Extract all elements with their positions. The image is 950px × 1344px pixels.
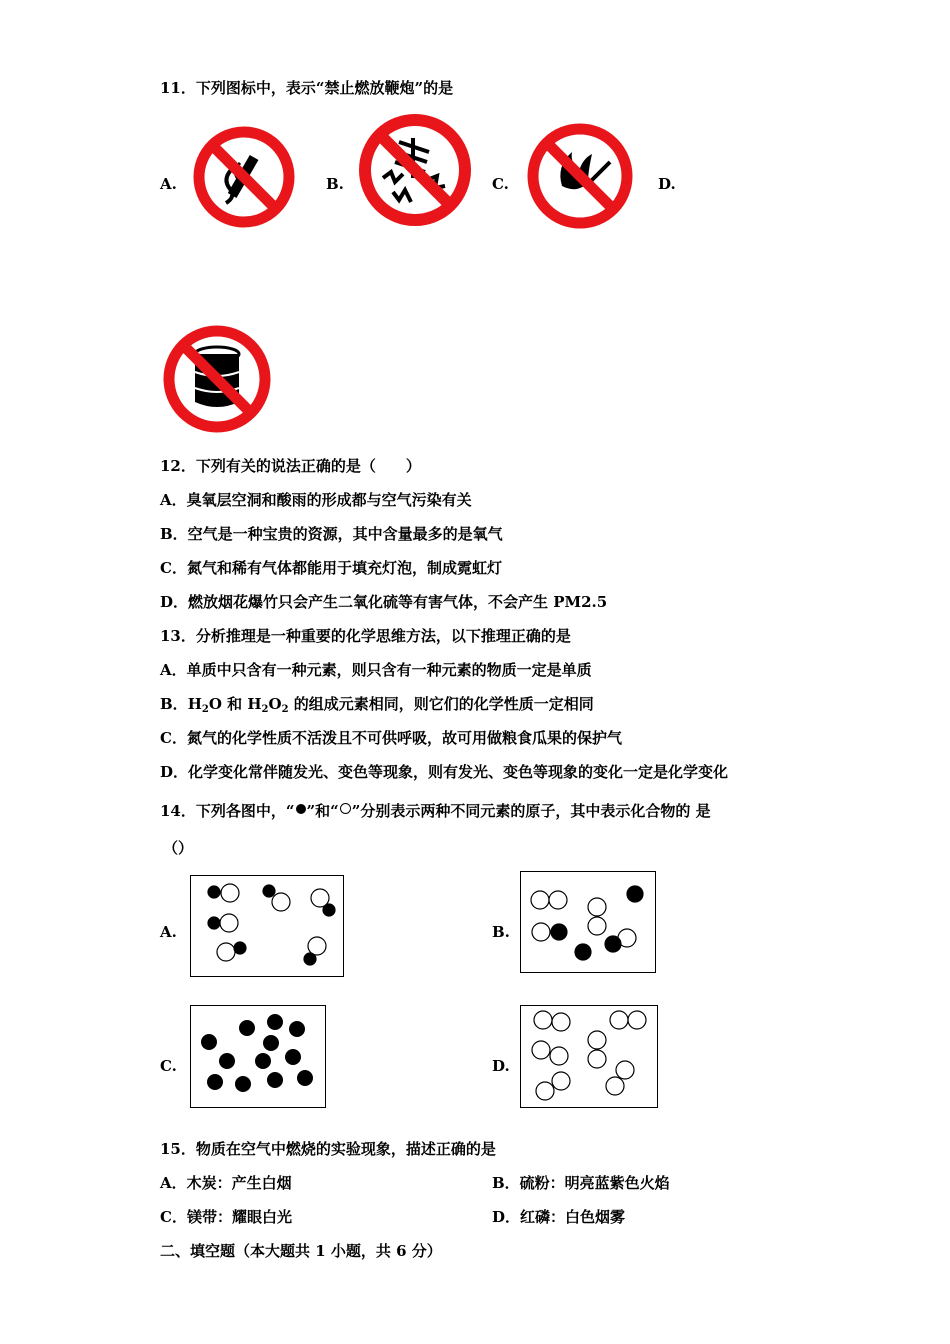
open-atom-icon (340, 803, 351, 814)
q15-option-b: B．硫粉：明亮蓝紫色火焰 (492, 1174, 670, 1192)
section-2-heading: 二、填空题（本大题共 1 小题，共 6 分） (160, 1242, 442, 1260)
no-flammable-barrel-sign-icon (162, 324, 272, 434)
q12-option-b: B．空气是一种宝贵的资源，其中含量最多的是氧气 (160, 525, 503, 543)
molecule-box-c (190, 1005, 326, 1108)
q15-option-d: D．红磷：白色烟雾 (492, 1208, 626, 1226)
q12-option-d: D．燃放烟花爆竹只会产生二氧化硫等有害气体，不会产生 PM2.5 (160, 593, 608, 611)
q11-label-a: A. (160, 175, 177, 193)
q14-label-a: A. (160, 923, 177, 941)
filled-atom-icon (296, 804, 306, 814)
q14-label-b: B. (492, 923, 510, 941)
molecule-box-d (520, 1005, 658, 1108)
q13-option-c: C．氮气的化学性质不活泼且不可供呼吸，故可用做粮食瓜果的保护气 (160, 729, 622, 747)
q11-stem: 11．下列图标中，表示“禁止燃放鞭炮”的是 (160, 79, 454, 97)
molecule-box-a (190, 875, 344, 977)
q14-stem: 14．下列各图中，“ ”和“ ”分别表示两种不同元素的原子，其中表示化合物的 是 (160, 802, 711, 820)
no-firecrackers-sign-icon (357, 112, 473, 228)
q15-option-c: C．镁带：耀眼白光 (160, 1208, 292, 1226)
q13-option-d: D．化学变化常伴随发光、变色等现象，则有发光、变色等现象的变化一定是化学变化 (160, 763, 729, 781)
molecule-box-b (520, 871, 656, 973)
q13-option-a: A．单质中只含有一种元素，则只含有一种元素的物质一定是单质 (160, 661, 592, 679)
q14-label-d: D. (492, 1057, 510, 1075)
q13-stem: 13．分析推理是一种重要的化学思维方法，以下推理正确的是 (160, 627, 571, 645)
q12-option-a: A．臭氧层空洞和酸雨的形成都与空气污染有关 (160, 491, 472, 509)
q12-stem: 12．下列有关的说法正确的是（ ） (160, 457, 421, 475)
q11-label-b: B. (326, 175, 344, 193)
q11-label-d: D. (658, 175, 676, 193)
q15-option-a: A．木炭：产生白烟 (160, 1174, 292, 1192)
q12-option-c: C．氮气和稀有气体都能用于填充灯泡，制成霓虹灯 (160, 559, 502, 577)
no-open-flame-sign-icon (526, 122, 634, 230)
q14-label-c: C. (160, 1057, 177, 1075)
q11-label-c: C. (492, 175, 509, 193)
no-smoking-sign-icon (192, 125, 296, 229)
q14-stem-line2: （） (163, 839, 194, 857)
q13-option-b: B．$H_2O$ 和 $H_2O_2$ 的组成元素相同，则它们的化学性质一定相同 (160, 695, 594, 715)
q15-stem: 15．物质在空气中燃烧的实验现象，描述正确的是 (160, 1140, 496, 1158)
